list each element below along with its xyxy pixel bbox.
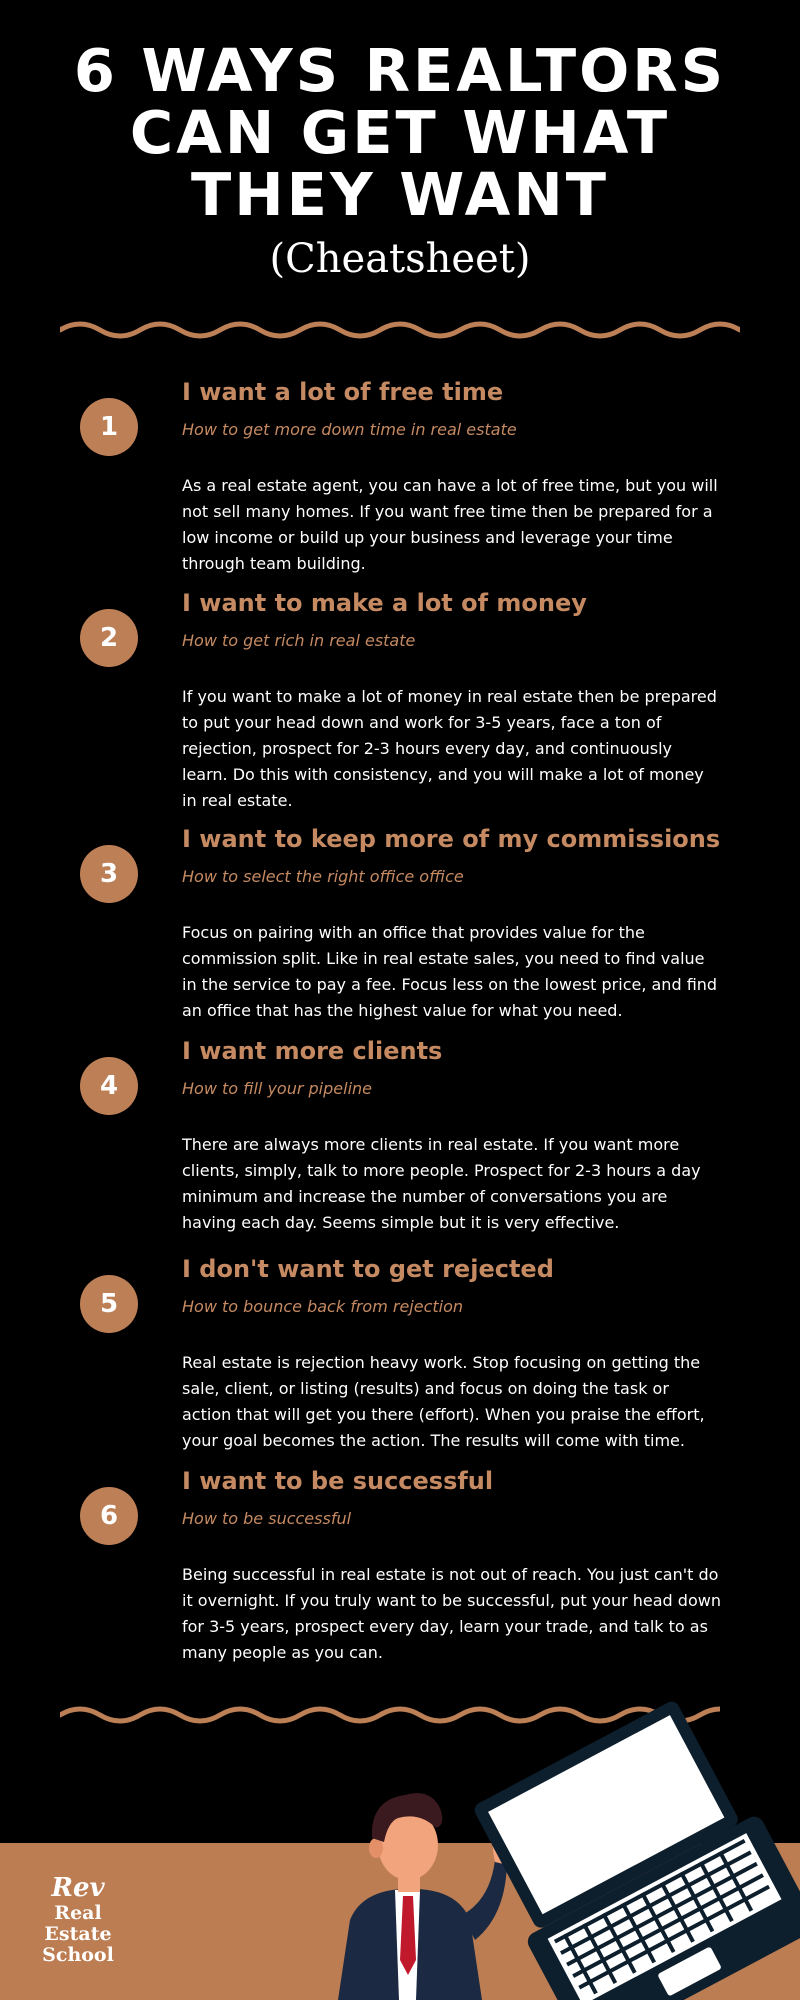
tip-subtitle: How to get more down time in real estate [182, 420, 517, 439]
tip-subtitle: How to bounce back from rejection [182, 1297, 464, 1316]
tip-subtitle: How to select the right office office [182, 867, 464, 886]
tip-body: As a real estate agent, you can have a lot of free time, but you will not sell many homes. If you want free time then be prepared for a low income or build up your business and leverage your time through team building. [182, 476, 718, 573]
page-title: 6 WAYS REALTORS CAN GET WHAT THEY WANT [73, 36, 727, 229]
wave-divider-top [60, 315, 740, 345]
step-number-badge: 1 [80, 398, 138, 456]
step-number-badge: 5 [80, 1275, 138, 1333]
step-number-badge: 3 [80, 845, 138, 903]
tip-title: I don't want to get rejected [182, 1255, 554, 1283]
tip-body: Being successful in real estate is not out of reach. You just can't do it overnight. If you truly want to be successful, put your head down for 3-5 years, prospect every day, learn your trade, and talk to as many people as you can. [182, 1565, 721, 1662]
tip-subtitle: How to fill your pipeline [182, 1079, 372, 1098]
step-number-badge: 2 [80, 609, 138, 667]
tip-subtitle: How to be successful [182, 1509, 352, 1528]
tip-body: Real estate is rejection heavy work. Stop focusing on getting the sale, client, or listing (results) and focus on doing the task or action that will get you there (effort). When you praise the effort, your goal becomes the action. The results will come with time. [182, 1353, 705, 1450]
tip-body: There are always more clients in real estate. If you want more clients, simply, talk to more people. Prospect for 2-3 hours a day minimum and increase the number of conversations you are having each day. Seems simple but it is very effective. [182, 1135, 701, 1232]
header [0, 36, 800, 282]
tip-title: I want a lot of free time [182, 378, 504, 406]
tip-title: I want to be successful [182, 1467, 494, 1495]
step-number-badge: 6 [80, 1487, 138, 1545]
tip-title: I want to keep more of my commissions [182, 825, 721, 853]
tip-title: I want more clients [182, 1037, 443, 1065]
logo-mark: Rev [51, 1873, 105, 1903]
rev-real-estate-school-logo [18, 1873, 138, 1966]
laptop-icon [459, 1700, 800, 2000]
step-number-badge: 4 [80, 1057, 138, 1115]
logo-line-1: Real Estate [44, 1902, 112, 1945]
tip-body: Focus on pairing with an office that provides value for the commission split. Like in real estate sales, you need to find value in the service to pay a fee. Focus less on the lowest price, and find an office that has the highest value for what you need. [182, 923, 718, 1020]
tip-body: If you want to make a lot of money in real estate then be prepared to put your head down and work for 3-5 years, face a ton of rejection, prospect for 2-3 hours every day, and continuously learn. Do this with consistency, and you will make a lot of money in real estate. [182, 687, 717, 810]
tip-subtitle: How to get rich in real estate [182, 631, 416, 650]
logo-line-2: School [42, 1944, 114, 1966]
page-subtitle: (Cheatsheet) [269, 236, 531, 282]
tip-title: I want to make a lot of money [182, 589, 587, 617]
